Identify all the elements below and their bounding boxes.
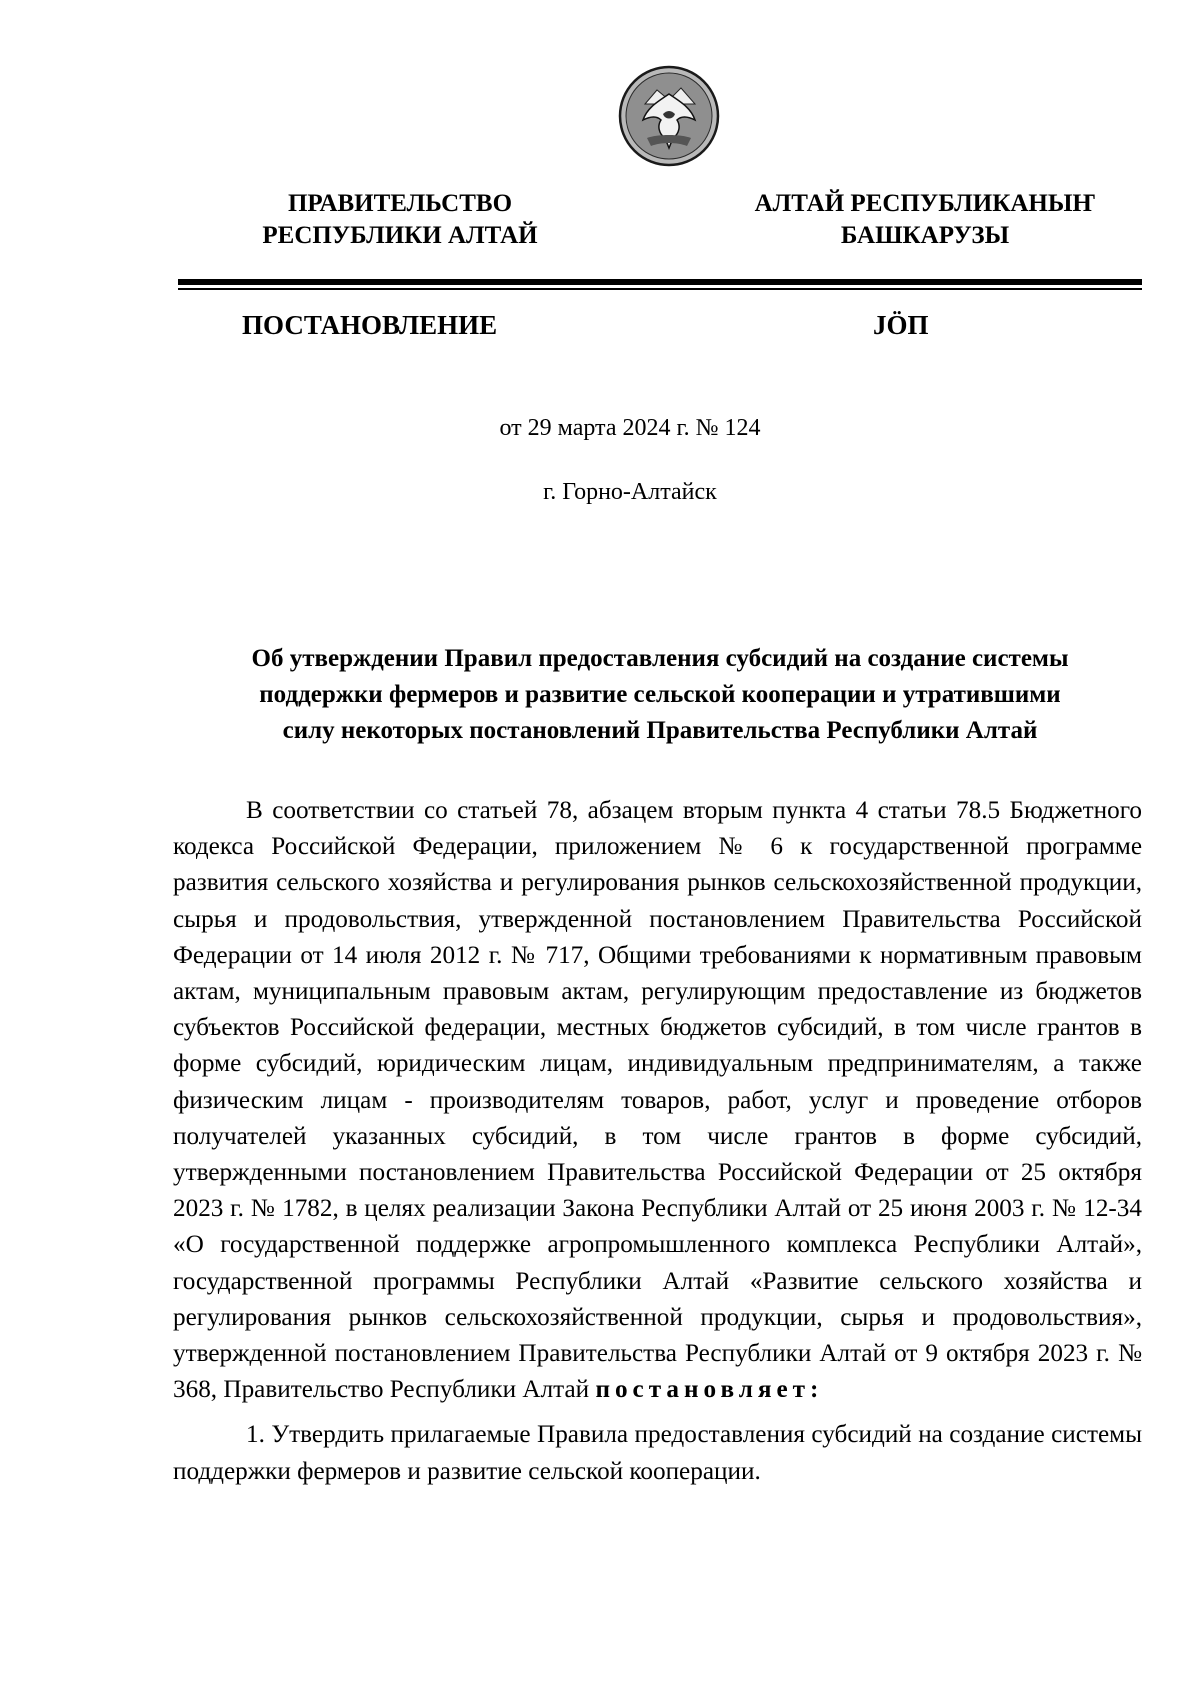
header-left-line-2: РЕСПУБЛИКИ АЛТАЙ bbox=[262, 222, 538, 249]
decree-date-number: от 29 марта 2024 г. № 124 bbox=[499, 415, 761, 441]
header-right-line-1: АЛТАЙ РЕСПУБЛИКАНЫҤ bbox=[754, 190, 1096, 217]
preamble-paragraph bbox=[173, 793, 1142, 1408]
header-right-line-2: БАШКАРУЗЫ bbox=[840, 222, 1010, 249]
title-line-3: силу некоторых постановлений Правительства Республики Алтай bbox=[282, 717, 1038, 744]
decree-title bbox=[178, 641, 1142, 749]
preamble-text: В соответствии со статьей 78, абзацем вторым пункта 4 статьи 78.5 Бюджетного кодекса Российской Федерации, приложением № 6 к государственной программе развития сельского хозяйства и регулирования рынков сельскохозяйственной продукции, сырья и продовольствия, утвержденной постановлением Правительства Российской Федерации от 14 июля 2012 г. № 717, Общими требованиями к нормативным правовым актам, муниципальным правовым актам, регулирующим предоставление из бюджетов субъектов Российской федерации, местных бюджетов субсидий, в том числе грантов в форме субсидий, юридическим лицам, индивидуальным предпринимателям, а также физическим лицам - производителям товаров, работ, услуг и проведение отборов получателей указанных субсидий, в том числе грантов в форме субсидий, утвержденными постановлением Правительства Российской Федерации от 25 октября 2023 г. № 1782, в целях реализации Закона Республики Алтай от 25 июня 2003 г. № 12-34 «О государственной поддержке агропромышленного комплекса Республики Алтай», государственной программы Республики Алтай «Развитие сельского хозяйства и регулирования рынков сельскохозяйственной продукции, сырья и продовольствия», утвержденной постановлением Правительства Республики Алтай от 9 октября 2023 г. № 368, Правительство Республики Алтай bbox=[173, 797, 1142, 1404]
government-name-altai bbox=[720, 188, 1130, 252]
government-name-russian bbox=[215, 188, 585, 252]
decides-word: постановляет: bbox=[595, 1376, 824, 1404]
header-divider-thin bbox=[178, 288, 1142, 290]
header-left-line-1: ПРАВИТЕЛЬСТВО bbox=[287, 190, 513, 217]
title-line-2: поддержки фермеров и развитие сельской кооперации и утратившими bbox=[259, 681, 1061, 708]
decree-body bbox=[173, 793, 1142, 1490]
item-1-paragraph: 1. Утвердить прилагаемые Правила предоставления субсидий на создание системы поддержки фермеров и развитие сельской кооперации. bbox=[173, 1421, 1142, 1485]
title-line-1: Об утверждении Правил предоставления субсидий на создание системы bbox=[251, 645, 1069, 672]
header-divider-thick bbox=[178, 279, 1142, 285]
decree-type-altai: JӦП bbox=[873, 310, 929, 340]
decree-type-russian: ПОСТАНОВЛЕНИЕ bbox=[242, 310, 498, 340]
decree-city: г. Горно-Алтайск bbox=[543, 479, 717, 505]
coat-of-arms-icon bbox=[617, 64, 721, 168]
